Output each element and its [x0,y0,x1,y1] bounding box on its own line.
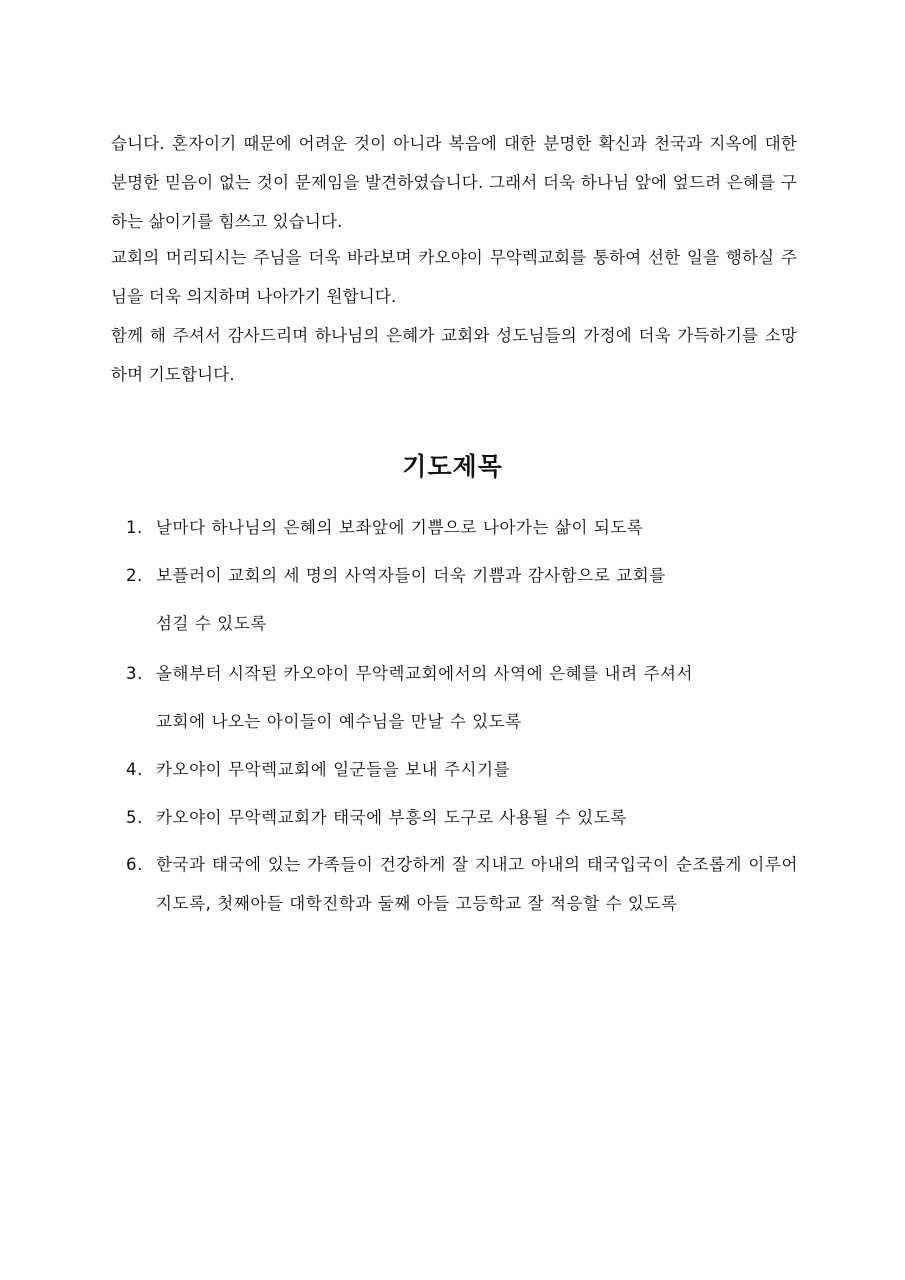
list-item [126,794,798,842]
paragraph-closing-thanks: 함께 해 주셔서 감사드리며 하나님의 은혜가 교회와 성도님들의 가정에 더욱 가득하기를 소망하며 기도합니다. [111,326,797,384]
list-item-text-line: 올해부터 시작된 카오야이 무악렉교회에서의 사역에 은혜를 내려 주셔서 [156,664,694,683]
list-item [126,650,798,746]
list-item-text: 날마다 하나님의 은혜의 보좌앞에 기쁨으로 나아가는 삶이 되도록 [156,518,644,537]
list-item-number: 4. [126,760,143,779]
list-item [126,552,798,648]
list-item-number: 1. [126,518,143,537]
list-item-text-line: 섬길 수 있도록 [156,614,267,633]
list-item-text: 카오야이 무악렉교회에 일군들을 보내 주시기를 [156,760,511,779]
paragraph-church-vision: 교회의 머리되시는 주님을 더욱 바라보며 카오야이 무악렉교회를 통하여 선한 일을 행하실 주님을 더욱 의지하며 나아가기 원합니다. [111,248,797,306]
list-item-number: 2. [126,566,143,585]
list-item-number: 5. [126,808,143,827]
paragraph-continuation: 습니다. 혼자이기 때문에 어려운 것이 아니라 복음에 대한 분명한 확신과 천국과 지옥에 대한 분명한 믿음이 없는 것이 문제임을 발견하였습니다. 그래서 더욱 하나님 앞에 엎드려 은혜를 구하는 삶이기를 힘쓰고 있습니다. [111,134,797,231]
list-item-number: 3. [126,664,143,683]
prayer-requests-title: 기도제목 [402,452,503,481]
list-item-text-line: 교회에 나오는 아이들이 예수님을 만날 수 있도록 [156,712,522,731]
list-item-text: 카오야이 무악렉교회가 태국에 부흥의 도구로 사용될 수 있도록 [156,808,627,827]
list-item [126,504,798,552]
list-item-text-line: 보플러이 교회의 세 명의 사역자들이 더욱 기쁨과 감사함으로 교회를 [156,566,666,585]
list-item-text: 한국과 태국에 있는 가족들이 건강하게 잘 지내고 아내의 태국입국이 순조롭게 이루어지도록, 첫째아들 대학진학과 둘째 아들 고등학교 잘 적응할 수 있도록 [156,855,798,913]
list-item-number: 6. [126,855,143,874]
list-item [126,840,798,923]
list-item [126,746,798,794]
